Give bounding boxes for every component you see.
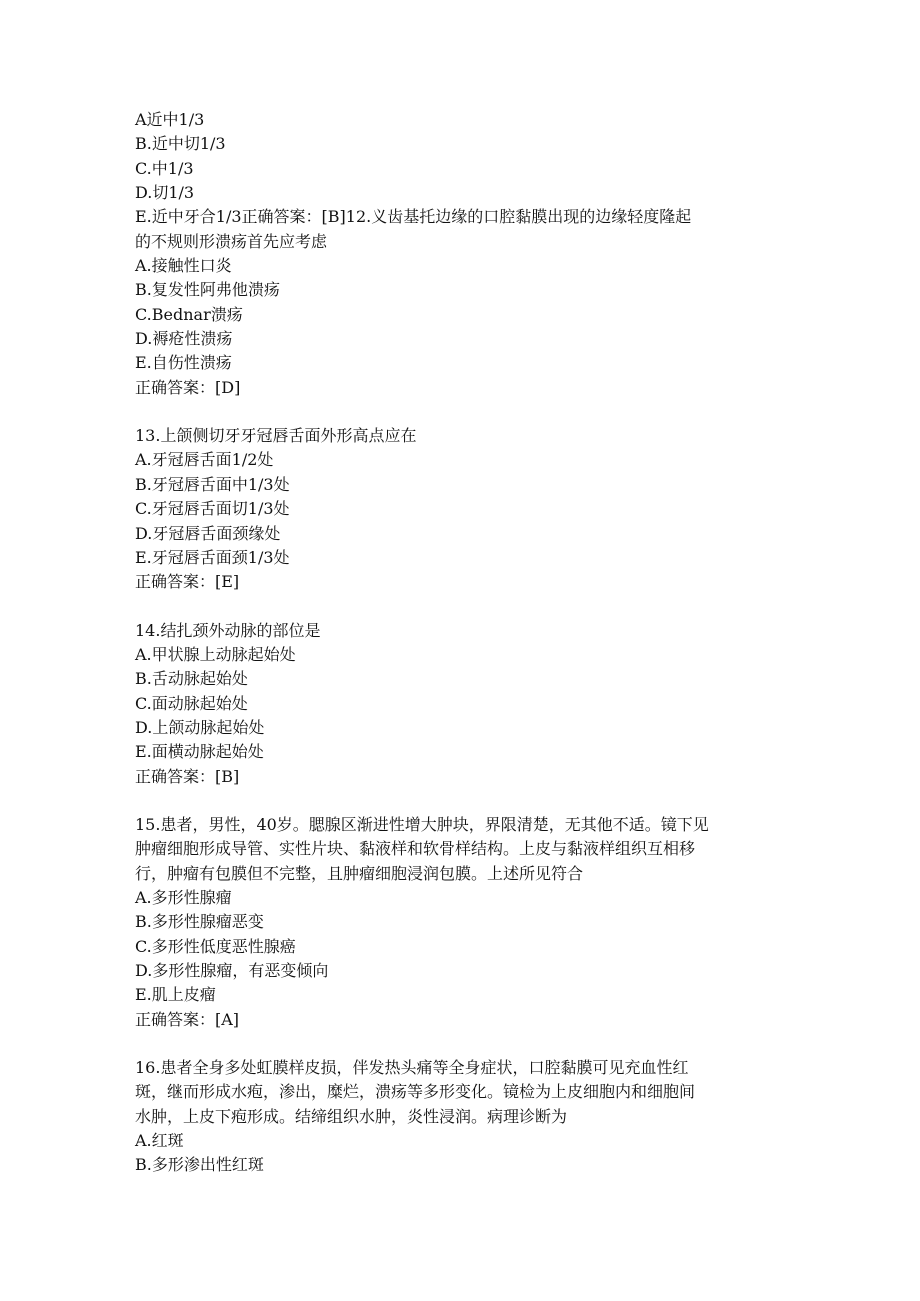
answer: 正确答案：[E]: [135, 572, 240, 592]
document-page: [135, 108, 795, 1178]
option-e: E.牙冠唇舌面颈1/3处: [135, 547, 290, 567]
question-stem-line: 16.患者全身多处虹膜样皮损，伴发热头痛等全身症状，口腔黏膜可见充血性红: [135, 1058, 689, 1078]
question-11-tail: [135, 108, 795, 254]
option-e: E.肌上皮瘤: [135, 985, 216, 1005]
answer: 正确答案：[A]: [135, 1009, 240, 1029]
question-14: [135, 619, 795, 789]
option-a: A近中1/3: [135, 110, 205, 129]
option-b: B.近中切1/3: [135, 134, 226, 154]
option-b: B.多形性腺瘤恶变: [135, 912, 264, 932]
option-e-and-q12-stem: E.近中牙合1/3正确答案：[B]12.义齿基托边缘的口腔黏膜出现的边缘轻度隆起: [135, 207, 692, 227]
question-stem-line: 肿瘤细胞形成导管、实性片块、黏液样和软骨样结构。上皮与黏液样组织互相移: [135, 839, 696, 859]
question-15: [135, 813, 795, 1032]
question-13: [135, 424, 795, 594]
option-b: B.复发性阿弗他溃疡: [135, 280, 280, 300]
option-c: C.中1/3: [135, 158, 194, 178]
question-stem: 13.上颌侧切牙牙冠唇舌面外形高点应在: [135, 426, 417, 446]
option-d: D.上颌动脉起始处: [135, 717, 265, 737]
question-12: [135, 254, 795, 400]
question-16: [135, 1056, 795, 1178]
option-c: C.Bednar溃疡: [135, 304, 243, 324]
option-a: A.红斑: [135, 1131, 184, 1151]
option-c: C.面动脉起始处: [135, 693, 248, 713]
question-stem-line: 行，肿瘤有包膜但不完整，且肿瘤细胞浸润包膜。上述所见符合: [135, 863, 584, 883]
option-c: C.多形性低度恶性腺癌: [135, 936, 296, 956]
answer: 正确答案：[B]: [135, 766, 240, 786]
option-a: A.甲状腺上动脉起始处: [135, 644, 296, 664]
question-stem-line: 斑，继而形成水疱，渗出，糜烂，溃疡等多形变化。镜检为上皮细胞内和细胞间: [135, 1082, 696, 1102]
option-d: D.牙冠唇舌面颈缘处: [135, 523, 281, 543]
q12-stem-continued: 的不规则形溃疡首先应考虑: [135, 231, 328, 251]
answer: 正确答案：[D]: [135, 377, 241, 397]
option-a: A.牙冠唇舌面1/2处: [135, 450, 274, 470]
option-b: B.多形渗出性红斑: [135, 1155, 264, 1175]
option-c: C.牙冠唇舌面切1/3处: [135, 499, 290, 519]
question-stem-line: 水肿，上皮下疱形成。结缔组织水肿，炎性浸润。病理诊断为: [135, 1106, 568, 1126]
question-stem: 14.结扎颈外动脉的部位是: [135, 620, 321, 640]
option-b: B.牙冠唇舌面中1/3处: [135, 474, 290, 494]
option-b: B.舌动脉起始处: [135, 669, 248, 689]
option-e: E.面横动脉起始处: [135, 742, 264, 762]
option-a: A.接触性口炎: [135, 256, 232, 276]
option-d: D.切1/3: [135, 183, 195, 203]
option-a: A.多形性腺瘤: [135, 887, 232, 907]
option-e: E.自伤性溃疡: [135, 353, 232, 373]
option-d: D.多形性腺瘤，有恶变倾向: [135, 961, 329, 980]
option-d: D.褥疮性溃疡: [135, 329, 233, 349]
question-stem-line: 15.患者，男性，40岁。腮腺区渐进性增大肿块，界限清楚，无其他不适。镜下见: [135, 814, 709, 834]
